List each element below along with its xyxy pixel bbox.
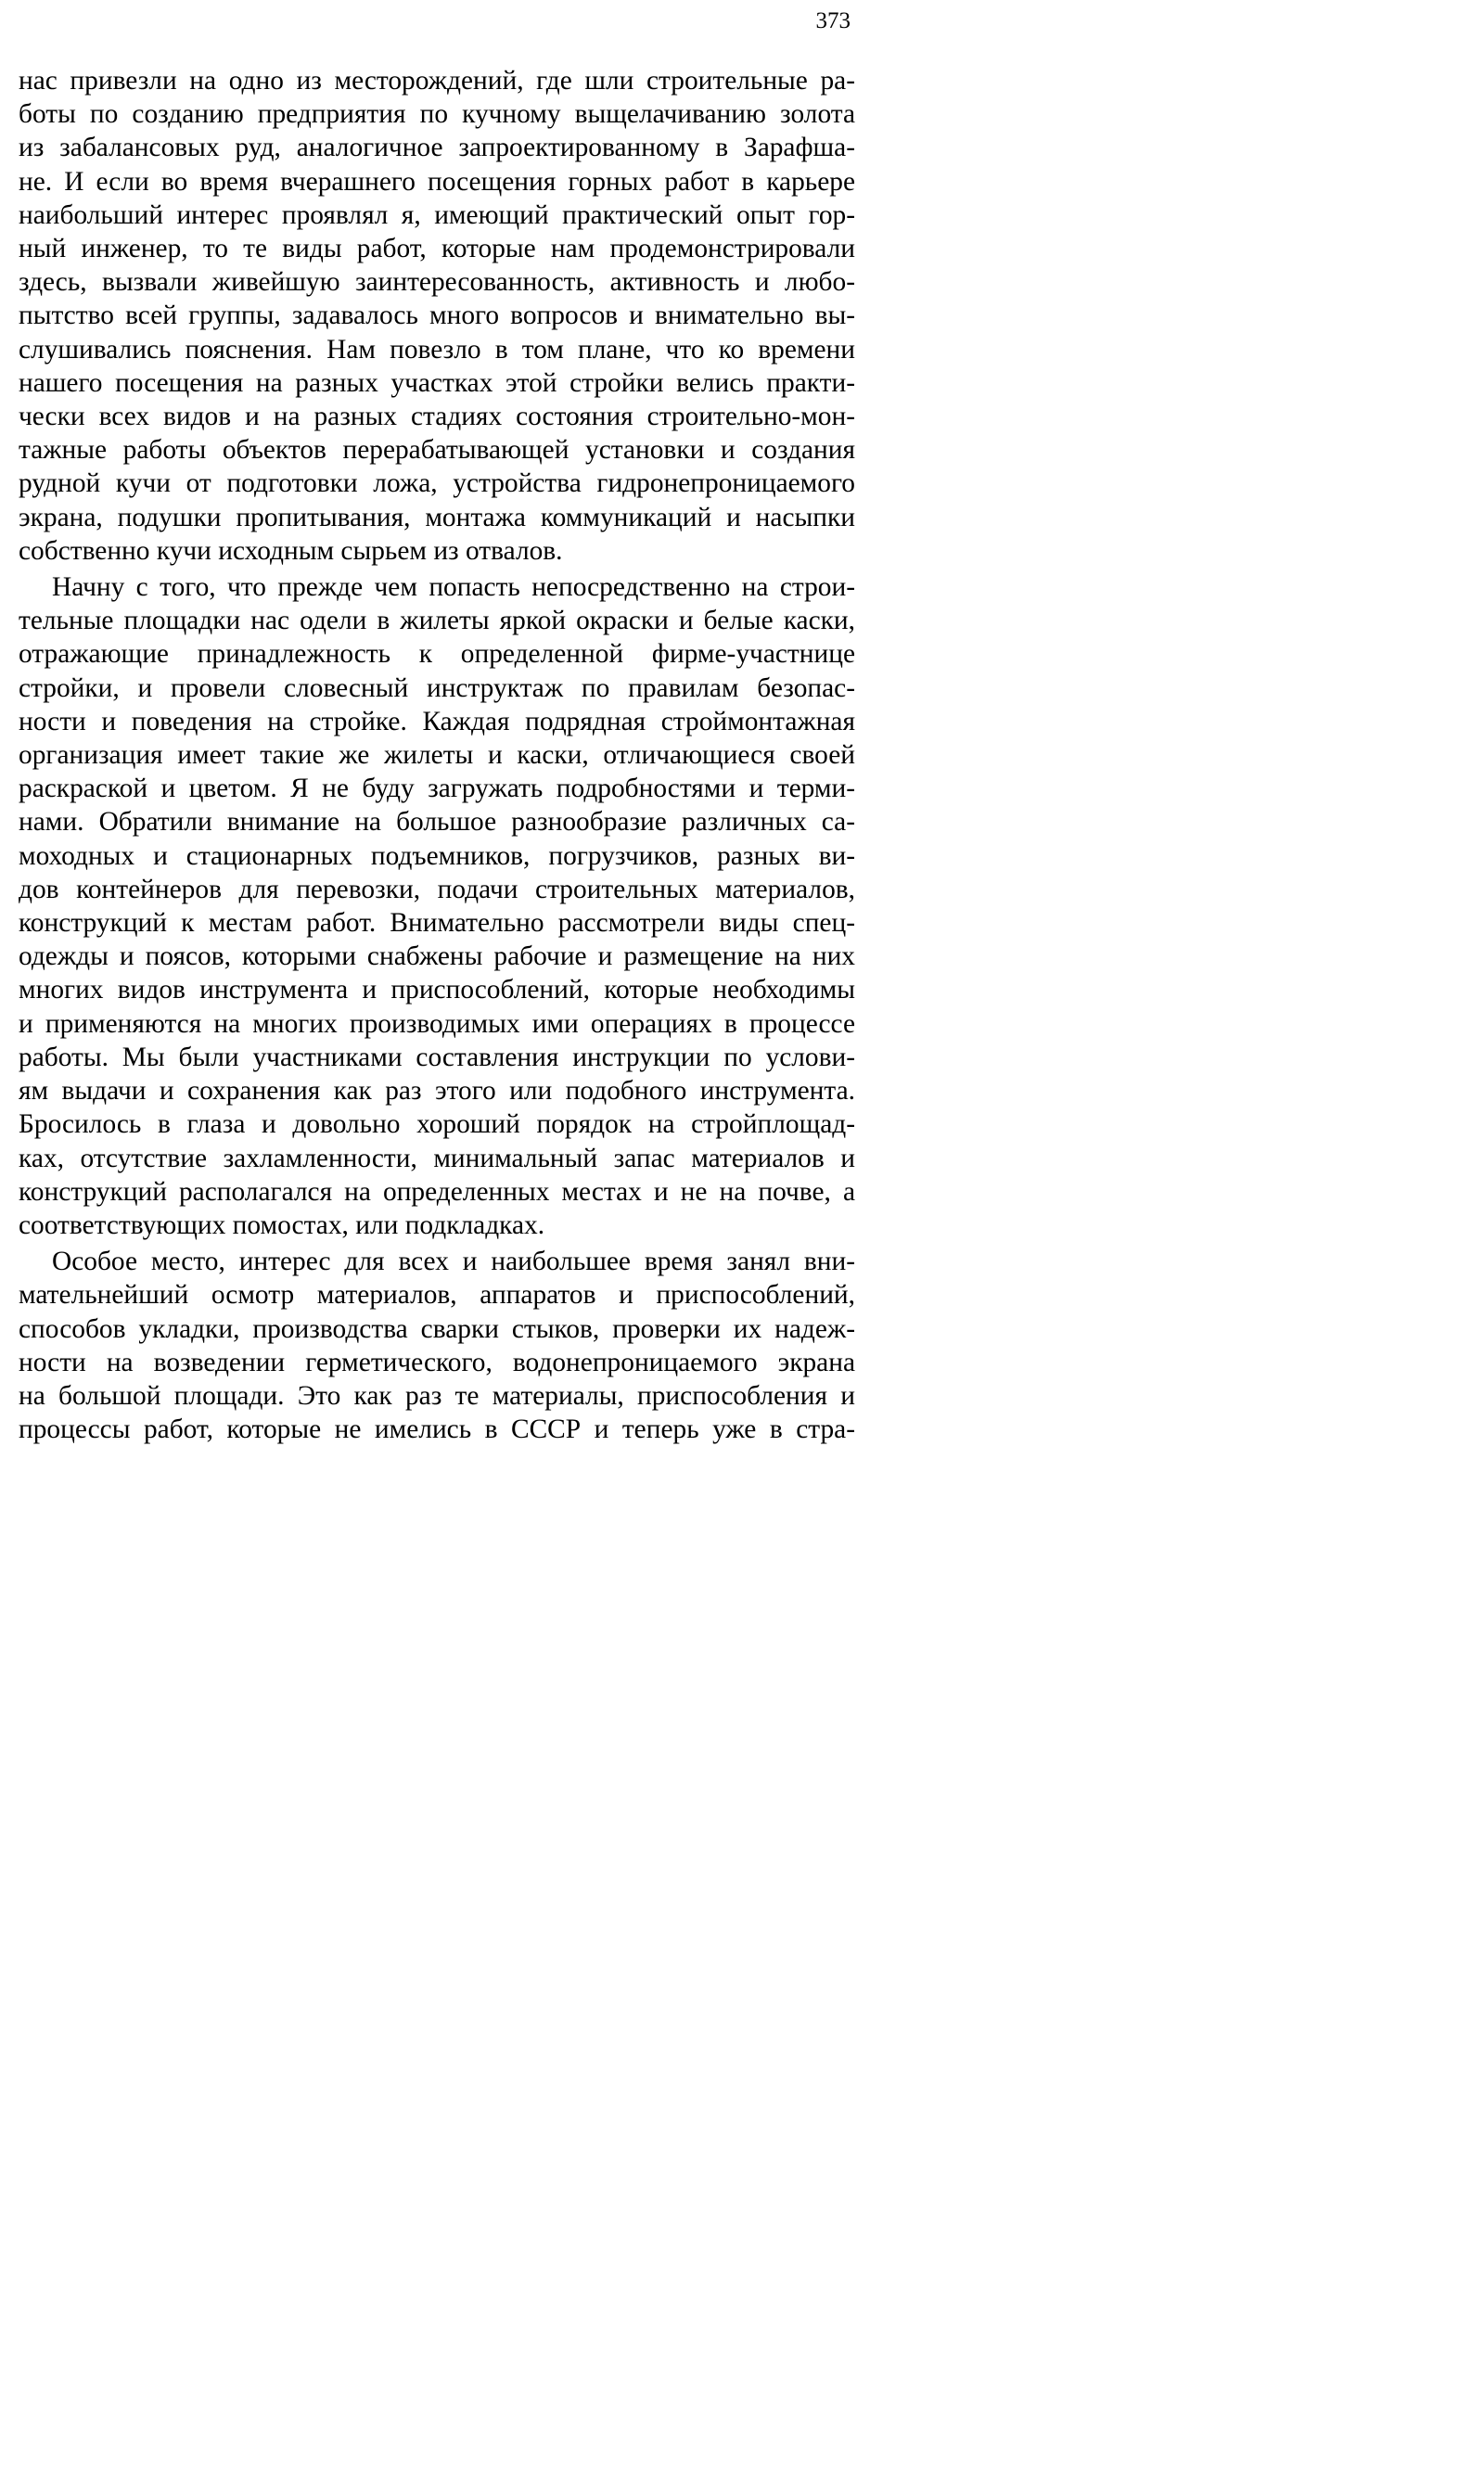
text-line: наибольший интерес проявлял я, имеющий практический опыт гор-: [19, 199, 855, 230]
text-line: моходных и стационарных подъемников, погрузчиков, разных ви-: [19, 840, 855, 871]
text-line: конструкций располагался на определенных местах и не на почве, а: [19, 1176, 855, 1207]
text-line: Особое место, интерес для всех и наибольшее время занял вни-: [52, 1247, 855, 1277]
text-line: ям выдачи и сохранения как раз этого или подобного инструмента.: [19, 1076, 855, 1107]
text-line: из забалансовых руд, аналогичное запроектированному в Зарафша-: [19, 133, 855, 163]
text-line: тельные площадки нас одели в жилеты яркой окраски и белые каски,: [19, 606, 855, 636]
text-line: стройки, и провели словесный инструктаж по правилам безопас-: [19, 672, 855, 703]
page-number: 373: [815, 8, 851, 33]
text-line: слушивались пояснения. Нам повезло в том плане, что ко времени: [19, 334, 855, 365]
text-line: ный инженер, то те виды работ, которые нам продемонстрировали: [19, 234, 855, 264]
text-line: нами. Обратили внимание на большое разнообразие различных са-: [19, 807, 855, 838]
text-line: соответствующих помостах, или подкладках.: [19, 1210, 545, 1240]
text-line: нас привезли на одно из месторождений, где шли строительные ра-: [19, 66, 855, 96]
text-line: пытство всей группы, задавалось много вопросов и внимательно вы-: [19, 301, 855, 331]
text-line: многих видов инструмента и приспособлений, которые необходимы: [19, 975, 855, 1005]
text-line: Бросилось в глаза и довольно хороший порядок на стройплощад-: [19, 1109, 855, 1140]
text-line: рудной кучи от подготовки ложа, устройства гидронепроницаемого: [19, 468, 855, 499]
text-line: собственно кучи исходным сырьем из отвалов.: [19, 535, 563, 566]
text-line: Начну с того, что прежде чем попасть непосредственно на строи-: [52, 572, 855, 603]
text-line: дов контейнеров для перевозки, подачи строительных материалов,: [19, 874, 855, 904]
text-line: на большой площади. Это как раз те материалы, приспособления и: [19, 1380, 855, 1411]
text-line: отражающие принадлежность к определенной фирме-участнице: [19, 639, 855, 670]
text-line: нашего посещения на разных участках этой стройки велись практи-: [19, 367, 855, 398]
text-line: чески всех видов и на разных стадиях состояния строительно-мон-: [19, 402, 855, 432]
text-line: здесь, вызвали живейшую заинтересованность, активность и любо-: [19, 267, 855, 298]
text-line: ности и поведения на стройке. Каждая подрядная строймонтажная: [19, 706, 855, 736]
text-line: организация имеет такие же жилеты и каски, отличающиеся своей: [19, 740, 855, 771]
text-line: конструкций к местам работ. Внимательно рассмотрели виды спец-: [19, 908, 855, 939]
body-text: [19, 64, 855, 1446]
text-line: и применяются на многих производимых ими операциях в процессе: [19, 1008, 855, 1039]
text-line: боты по созданию предприятия по кучному выщелачиванию золота: [19, 99, 855, 130]
text-line: тажные работы объектов перерабатывающей установки и создания: [19, 435, 855, 466]
text-line: ках, отсутствие захламленности, минимальный запас материалов и: [19, 1143, 855, 1173]
text-line: ности на возведении герметического, водонепроницаемого экрана: [19, 1347, 855, 1377]
text-line: процессы работ, которые не имелись в СССР и теперь уже в стра-: [19, 1414, 855, 1445]
paragraph-1: [19, 64, 855, 568]
paragraph-3: [19, 1245, 855, 1446]
text-line: мательнейший осмотр материалов, аппаратов и приспособлений,: [19, 1280, 855, 1311]
text-line: раскраской и цветом. Я не буду загружать подробностями и терми-: [19, 774, 855, 804]
text-line: не. И если во время вчерашнего посещения горных работ в карьере: [19, 166, 855, 197]
text-line: экрана, подушки пропитывания, монтажа коммуникаций и насыпки: [19, 502, 855, 532]
text-line: работы. Мы были участниками составления инструкции по услови-: [19, 1042, 855, 1072]
text-line: способов укладки, производства сварки стыков, проверки их надеж-: [19, 1313, 855, 1344]
paragraph-2: [19, 570, 855, 1242]
text-line: одежды и поясов, которыми снабжены рабочие и размещение на них: [19, 941, 855, 972]
